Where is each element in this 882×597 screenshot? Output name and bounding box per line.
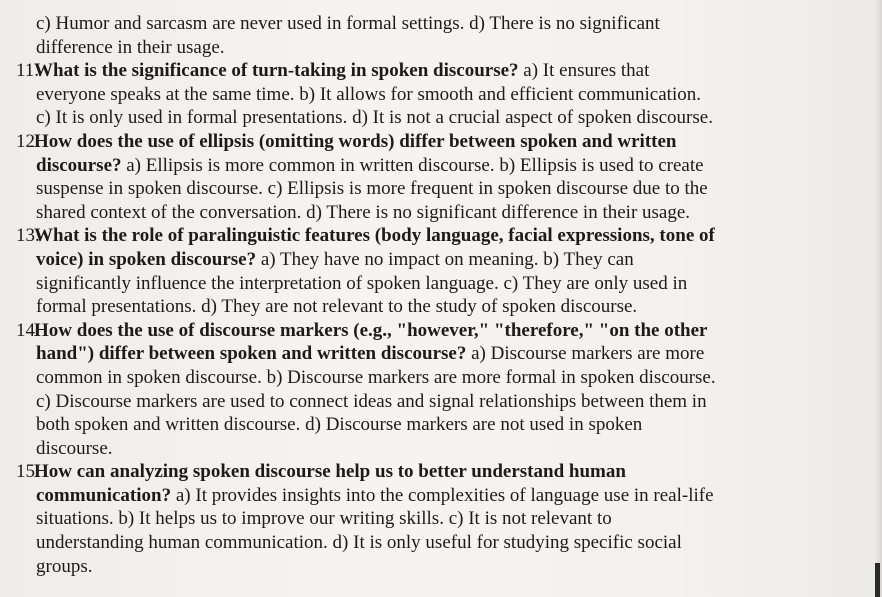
text-line bbox=[18, 177, 818, 201]
question-number: 12. bbox=[16, 130, 40, 152]
question-stem: What is the role of paralinguistic features (body language, facial expressions, tone of bbox=[34, 225, 715, 247]
line-text: common in spoken discourse. b) Discourse markers are more formal in spoken discourse. bbox=[36, 366, 716, 388]
page-edge bbox=[876, 0, 882, 597]
question-15-line bbox=[18, 460, 818, 484]
text-line bbox=[18, 36, 818, 60]
text-line bbox=[18, 437, 818, 461]
question-number: 11. bbox=[16, 60, 40, 82]
text-line bbox=[18, 484, 818, 508]
line-text: suspense in spoken discourse. c) Ellipsis is more frequent in spoken discourse due to the bbox=[36, 178, 708, 200]
line-text: c) It is only used in formal presentations. d) It is not a crucial aspect of spoken discourse. bbox=[36, 107, 713, 129]
question-stem: How does the use of ellipsis (omitting words) differ between spoken and written bbox=[34, 130, 677, 152]
question-stem: voice) in spoken discourse? bbox=[36, 248, 257, 270]
line-text: difference in their usage. bbox=[36, 36, 225, 58]
question-number: 15. bbox=[16, 461, 40, 483]
text-line bbox=[18, 555, 818, 579]
line-text: a) Ellipsis is more common in written discourse. b) Ellipsis is used to create bbox=[121, 154, 704, 176]
text-line bbox=[18, 507, 818, 531]
line-text: significantly influence the interpretation of spoken language. c) They are only used in bbox=[36, 272, 688, 294]
line-text: formal presentations. d) They are not relevant to the study of spoken discourse. bbox=[36, 296, 638, 318]
question-number: 13. bbox=[16, 225, 40, 247]
text-line bbox=[18, 366, 818, 390]
line-text: understanding human communication. d) It is only useful for studying specific social bbox=[36, 532, 682, 554]
question-stem: hand") differ between spoken and written discourse? bbox=[36, 343, 467, 365]
text-line bbox=[18, 248, 818, 272]
question-stem: How can analyzing spoken discourse help us to better understand human bbox=[34, 461, 626, 483]
question-11-line bbox=[18, 59, 818, 83]
line-text: groups. bbox=[36, 555, 93, 577]
line-text: c) Humor and sarcasm are never used in formal settings. d) There is no significant bbox=[36, 13, 660, 34]
text-line bbox=[18, 531, 818, 555]
line-text: a) It provides insights into the complexities of language use in real-life bbox=[171, 484, 714, 506]
text-line bbox=[18, 390, 818, 414]
question-stem: communication? bbox=[36, 484, 172, 506]
line-text: situations. b) It helps us to improve our writing skills. c) It is not relevant to bbox=[36, 508, 612, 530]
question-12-line bbox=[18, 130, 818, 154]
text-line bbox=[18, 413, 818, 437]
question-13-line bbox=[18, 224, 818, 248]
text-line bbox=[18, 272, 818, 296]
question-14-line bbox=[18, 319, 818, 343]
question-stem: What is the significance of turn-taking in spoken discourse? bbox=[34, 60, 519, 82]
text-line bbox=[18, 342, 818, 366]
text-line bbox=[18, 154, 818, 178]
question-number: 14. bbox=[16, 319, 40, 341]
question-stem: discourse? bbox=[36, 154, 122, 176]
line-text: a) They have no impact on meaning. b) They can bbox=[256, 248, 634, 270]
line-text: shared context of the conversation. d) There is no significant difference in their usage. bbox=[36, 201, 691, 223]
line-text: both spoken and written discourse. d) Discourse markers are not used in spoken bbox=[36, 414, 643, 436]
text-line bbox=[18, 201, 818, 225]
line-text: a) It ensures that bbox=[518, 60, 650, 82]
question-stem: How does the use of discourse markers (e.g., "however," "therefore," "on the other bbox=[34, 319, 708, 341]
line-text: c) Discourse markers are used to connect ideas and signal relationships between them in bbox=[36, 390, 707, 412]
page-corner-shadow bbox=[875, 563, 880, 597]
text-line bbox=[18, 295, 818, 319]
line-text: discourse. bbox=[36, 437, 113, 459]
text-line bbox=[18, 12, 818, 36]
line-text: everyone speaks at the same time. b) It allows for smooth and efficient communication. bbox=[36, 83, 701, 105]
line-text: a) Discourse markers are more bbox=[466, 343, 705, 365]
text-line bbox=[18, 83, 818, 107]
text-line bbox=[18, 106, 818, 130]
question-text-block bbox=[18, 12, 818, 578]
